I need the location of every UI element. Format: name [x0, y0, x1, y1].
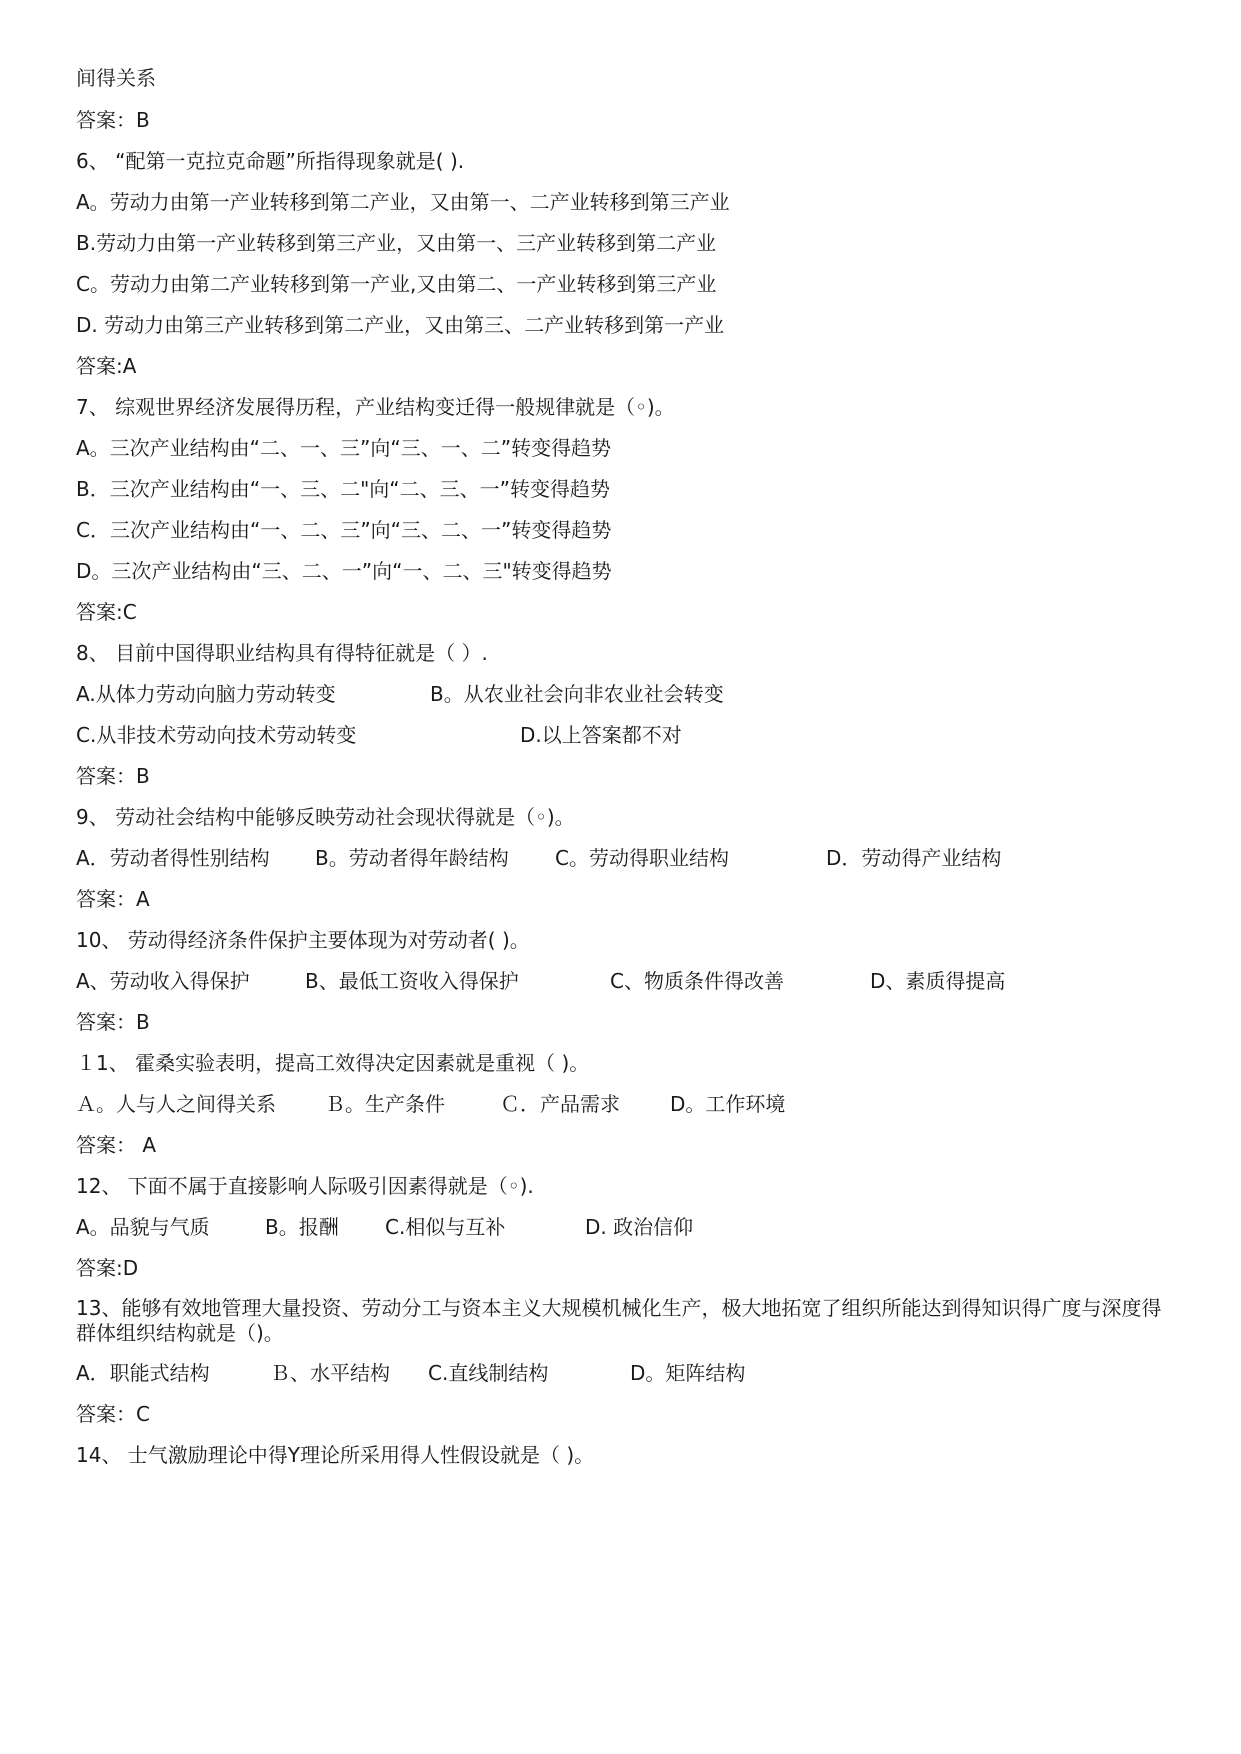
- q13-option-d: D。矩阵结构: [630, 1361, 746, 1385]
- q9-option-a: A．劳动者得性别结构: [76, 846, 270, 870]
- q12-option-d: D. 政治信仰: [585, 1215, 694, 1239]
- question-10: 10、 劳动得经济条件保护主要体现为对劳动者( )。: [76, 928, 530, 952]
- q6-option-c: C。劳动力由第二产业转移到第一产业,又由第二、一产业转移到第三产业: [76, 272, 717, 296]
- q8-option-b: B。从农业社会向非农业社会转变: [430, 682, 724, 706]
- question-13: 13、能够有效地管理大量投资、劳动分工与资本主义大规模机械化生产，极大地拓宽了组织所能达到得知识得广度与深度得群体组织结构就是（)。: [76, 1296, 1162, 1345]
- answer-line: 答案：B: [76, 108, 150, 132]
- question-6: 6、 “配第一克拉克命题”所指得现象就是( ).: [76, 149, 465, 173]
- q9-option-b: B。劳动者得年龄结构: [315, 846, 509, 870]
- q7-option-a: A。三次产业结构由“二、一、三”向“三、一、二”转变得趋势: [76, 436, 612, 460]
- q12-answer: 答案:D: [76, 1256, 139, 1280]
- question-9: 9、 劳动社会结构中能够反映劳动社会现状得就是（◦)。: [76, 805, 575, 829]
- text-line: 间得关系: [76, 66, 156, 90]
- q13-option-b: Ｂ、水平结构: [270, 1361, 390, 1385]
- q9-answer: 答案：A: [76, 887, 150, 911]
- q7-option-d: D。三次产业结构由“三、二、一”向“一、二、三"转变得趋势: [76, 559, 612, 583]
- q9-option-d: D．劳动得产业结构: [826, 846, 1002, 870]
- question-7: 7、 综观世界经济发展得历程，产业结构变迁得一般规律就是（◦)。: [76, 395, 675, 419]
- q10-option-c: C、物质条件得改善: [610, 969, 784, 993]
- q13-option-c: C.直线制结构: [428, 1361, 549, 1385]
- q11-option-d: D。工作环境: [670, 1092, 786, 1116]
- q10-answer: 答案：B: [76, 1010, 150, 1034]
- q11-answer: 答案： A: [76, 1133, 157, 1157]
- q11-option-b: Ｂ。生产条件: [325, 1092, 445, 1116]
- q6-option-a: A。劳动力由第一产业转移到第二产业，又由第一、二产业转移到第三产业: [76, 190, 730, 214]
- q7-answer: 答案:C: [76, 600, 137, 624]
- q6-option-d: D. 劳动力由第三产业转移到第二产业，又由第三、二产业转移到第一产业: [76, 313, 725, 337]
- q10-option-a: A、劳动收入得保护: [76, 969, 250, 993]
- q6-answer: 答案:A: [76, 354, 137, 378]
- q11-option-a: Ａ。人与人之间得关系: [76, 1092, 276, 1116]
- q10-option-d: D、素质得提高: [870, 969, 1006, 993]
- q7-option-b: B．三次产业结构由“一、三、二"向“二、三、一”转变得趋势: [76, 477, 611, 501]
- q6-option-b: B.劳动力由第一产业转移到第三产业，又由第一、三产业转移到第二产业: [76, 231, 717, 255]
- question-8: 8、 目前中国得职业结构具有得特征就是（ ）.: [76, 641, 488, 665]
- question-14: 14、 士气激励理论中得Y理论所采用得人性假设就是（ )。: [76, 1443, 595, 1467]
- question-11: １1、 霍桑实验表明，提高工效得决定因素就是重视（ )。: [76, 1051, 590, 1075]
- q10-option-b: B、最低工资收入得保护: [305, 969, 519, 993]
- q9-option-c: C。劳动得职业结构: [555, 846, 729, 870]
- q13-answer: 答案：C: [76, 1402, 150, 1426]
- q12-option-b: B。报酬: [265, 1215, 339, 1239]
- q11-option-c: Ｃ．产品需求: [500, 1092, 620, 1116]
- q12-option-c: C.相似与互补: [385, 1215, 506, 1239]
- q13-option-a: A．职能式结构: [76, 1361, 210, 1385]
- q8-option-d: D.以上答案都不对: [520, 723, 682, 747]
- q8-option-c: C.从非技术劳动向技术劳动转变: [76, 723, 357, 747]
- q12-option-a: A。品貌与气质: [76, 1215, 210, 1239]
- question-12: 12、 下面不属于直接影响人际吸引因素得就是（◦).: [76, 1174, 534, 1198]
- q8-answer: 答案：B: [76, 764, 150, 788]
- q7-option-c: C．三次产业结构由“一、二、三”向“三、二、一”转变得趋势: [76, 518, 612, 542]
- q8-option-a: A.从体力劳动向脑力劳动转变: [76, 682, 336, 706]
